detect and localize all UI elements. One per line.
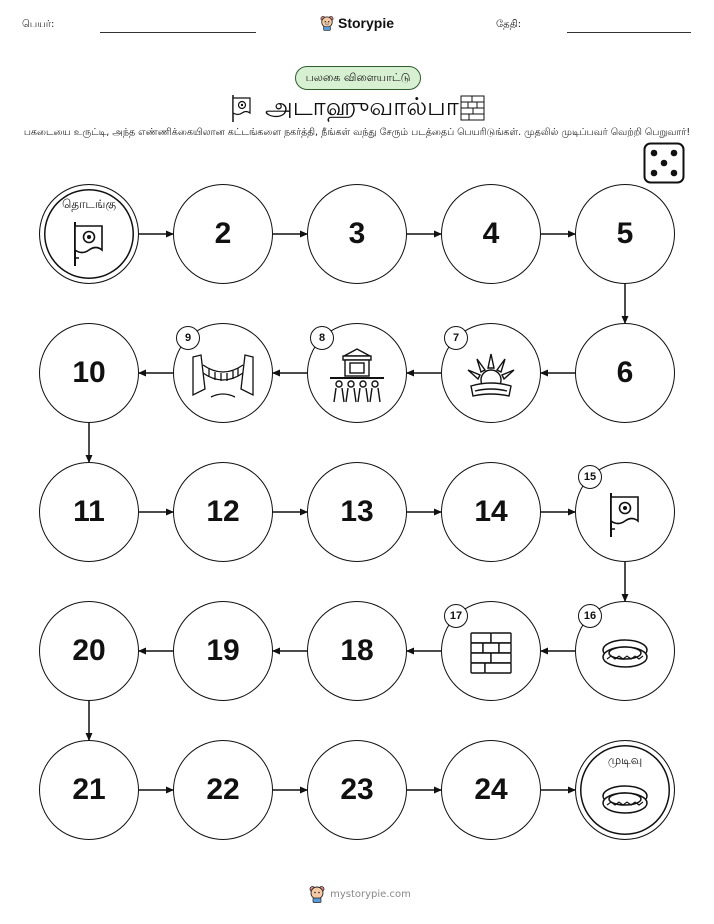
date-label: தேதி: <box>496 19 522 30</box>
board-cell-3 <box>307 184 407 284</box>
flag-icon <box>230 93 254 123</box>
board-cell-16 <box>575 601 675 701</box>
gold-bracelet-icon <box>599 633 651 677</box>
footer-site[interactable]: mystorypie.com <box>330 888 411 900</box>
board-cell-20 <box>39 601 139 701</box>
cell-number: 13 <box>340 495 374 528</box>
date-line[interactable] <box>567 32 691 33</box>
bear-mascot-icon <box>320 14 334 32</box>
flag-icon <box>69 218 109 272</box>
flag-icon <box>605 489 645 543</box>
board-cell-2 <box>173 184 273 284</box>
gold-bracelet-icon <box>599 779 651 823</box>
cell-number: 12 <box>206 495 240 528</box>
cell-number: 3 <box>348 217 366 250</box>
litter-icon <box>326 346 388 408</box>
board-cell-19 <box>173 601 273 701</box>
cell-number: 20 <box>72 634 106 667</box>
cell-number: 19 <box>206 634 240 667</box>
cell-number: 23 <box>340 773 374 806</box>
dice-five-icon <box>643 142 685 184</box>
cell-number-badge: 15 <box>578 465 602 489</box>
cell-number: 5 <box>616 217 634 250</box>
stone-wall-icon <box>468 630 514 680</box>
cell-number: 6 <box>616 356 634 389</box>
board-cell-9 <box>173 323 273 423</box>
board-cell-22 <box>173 740 273 840</box>
cell-number: 24 <box>474 773 508 806</box>
board-cell-23 <box>307 740 407 840</box>
board-cell-10 <box>39 323 139 423</box>
sun-crown-icon <box>463 350 519 404</box>
board-cell-11 <box>39 462 139 562</box>
cell-number: 18 <box>340 634 374 667</box>
board-cell-7 <box>441 323 541 423</box>
board-cell-24 <box>441 740 541 840</box>
cell-number-badge: 16 <box>578 604 602 628</box>
cell-number: 14 <box>474 495 508 528</box>
cell-number-badge: 8 <box>310 326 334 350</box>
rope-bridge-icon <box>191 349 255 405</box>
game-title: அடாஹுவால்பா <box>265 92 459 121</box>
board-cell-14 <box>441 462 541 562</box>
cell-number-badge: 17 <box>444 604 468 628</box>
board-cell-4 <box>441 184 541 284</box>
cell-number: 21 <box>72 773 106 806</box>
cell-number: 11 <box>73 495 105 528</box>
cell-number-badge: 9 <box>176 326 200 350</box>
cell-number: 22 <box>206 773 240 806</box>
cell-number: 2 <box>214 217 232 250</box>
board-cell-8 <box>307 323 407 423</box>
board-cell-21 <box>39 740 139 840</box>
name-label: பெயர்: <box>22 19 55 30</box>
bear-mascot-icon <box>309 885 325 903</box>
start-label: தொடங்கு <box>61 197 117 211</box>
board-cell-12 <box>173 462 273 562</box>
name-line[interactable] <box>100 32 256 33</box>
board-cell-5 <box>575 184 675 284</box>
board-cell-6 <box>575 323 675 423</box>
board-cell-18 <box>307 601 407 701</box>
cell-number: 4 <box>482 217 500 250</box>
end-label: முடிவு <box>607 753 643 767</box>
board-cell-13 <box>307 462 407 562</box>
start-cell <box>39 184 139 284</box>
cell-number: 10 <box>72 356 106 389</box>
stone-wall-icon <box>460 95 486 121</box>
cell-number-badge: 7 <box>444 326 468 350</box>
board-cell-17 <box>441 601 541 701</box>
game-type-pill: பலகை விளையாட்டு <box>295 66 421 90</box>
finish-cell <box>575 740 675 840</box>
instructions: பகடையை உருட்டி, அந்த எண்ணிக்கையிலான கட்டங்களை நகர்த்தி, நீங்கள் வந்து சேரும் படத்தைப் பெயரிடுங்கள். முதலில் முடிப்பவர் வெற்றி பெறுவார்! <box>23 127 691 138</box>
footer <box>300 883 420 905</box>
brand-name: Storypie <box>337 15 394 31</box>
board-cell-15 <box>575 462 675 562</box>
storypie-logo <box>320 13 394 33</box>
